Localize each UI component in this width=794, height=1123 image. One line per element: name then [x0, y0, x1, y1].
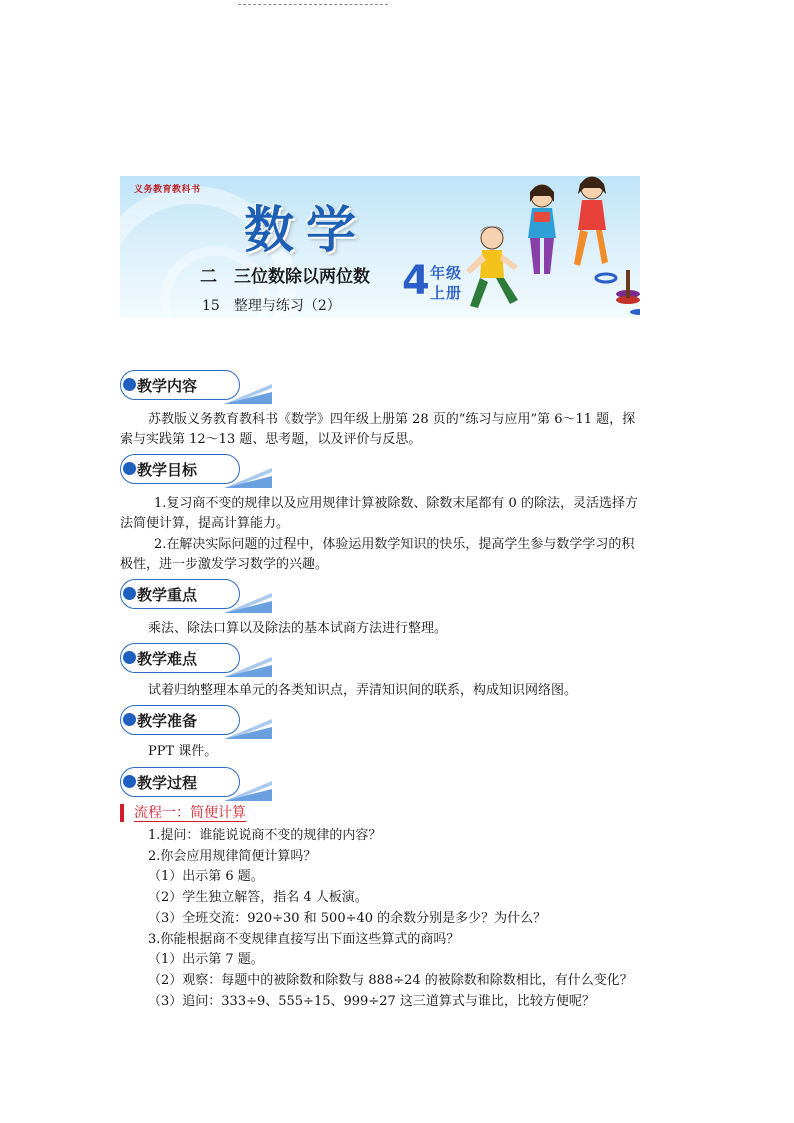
series-label: 义务教育教科书: [134, 185, 201, 195]
child-standing-figure: [528, 185, 556, 274]
process-line: 1.提问：谁能说说商不变的规律的内容？: [148, 828, 382, 843]
ring-toss-props: [596, 270, 640, 315]
section-header-key-points: [120, 579, 272, 613]
key-points-text: 乘法、除法口算以及除法的基本试商方法进行整理。: [148, 621, 448, 636]
section-header-process: [120, 767, 272, 801]
difficulties-text: 试着归纳整理本单元的各类知识点，弄清知识间的联系，构成知识网络图。: [148, 683, 578, 698]
goal-line: 2.在解决实际问题的过程中，体验运用数学知识的快乐，提高学生参与数学学习的积: [154, 537, 635, 552]
content-line: 苏教版义务教育教科书《数学》四年级上册第 28 页的“练习与应用”第 6～11 题，探: [148, 412, 636, 427]
section-header-preparation: [120, 705, 272, 739]
grade-number: 4: [402, 258, 430, 304]
grade-label: 年级: [430, 264, 463, 282]
volume-label: 上册: [430, 284, 463, 302]
section-title: 教学准备: [137, 712, 198, 730]
bullet-dot-icon: [123, 462, 136, 475]
section-title: 教学重点: [137, 586, 198, 604]
subject-title: 数学: [244, 201, 368, 259]
children-playing-illustration: [430, 176, 640, 318]
goal-line: 1.复习商不变的规律以及应用规律计算被除数、除数末尾都有 0 的除法，灵活选择方: [154, 496, 638, 511]
textbook-banner: [120, 176, 640, 318]
process-line: （1）出示第 6 题。: [148, 869, 264, 884]
process-line: （3）全班交流：920÷30 和 500÷40 的余数分别是多少？为什么？: [148, 911, 547, 926]
section-title: 教学过程: [137, 774, 198, 792]
bullet-dot-icon: [123, 713, 136, 726]
preparation-text: PPT 课件。: [148, 744, 218, 759]
bullet-dot-icon: [123, 587, 136, 600]
child-throwing-figure: [574, 177, 608, 266]
goal-line: 法简便计算，提高计算能力。: [120, 516, 290, 531]
content-line: 索与实践第 12～13 题、思考题，以及评价与反思。: [120, 432, 422, 447]
process-line: （1）出示第 7 题。: [148, 952, 264, 967]
section-header-content: [120, 370, 272, 404]
flow-step-heading: [120, 804, 246, 822]
section-title: 教学内容: [137, 377, 198, 395]
process-line: 3.你能根据商不变规律直接写出下面这些算式的商吗？: [148, 932, 460, 947]
process-line: （2）观察：每题中的被除数和除数与 888÷24 的被除数和除数相比，有什么变化？: [148, 973, 633, 988]
section-header-goals: [120, 454, 272, 488]
section-title: 教学难点: [137, 650, 198, 668]
lesson-title: 15 整理与练习（2）: [202, 298, 341, 314]
section-header-difficulties: [120, 643, 272, 677]
bullet-dot-icon: [123, 651, 136, 664]
process-line: （2）学生独立解答，指名 4 人板演。: [148, 890, 368, 905]
bullet-dot-icon: [123, 378, 136, 391]
process-line: （3）追问：333÷9、555÷15、999÷27 这三道算式与谁比，比较方便呢？: [148, 994, 595, 1009]
goal-line: 极性，进一步激发学习数学的兴趣。: [120, 557, 329, 572]
bullet-dot-icon: [123, 775, 136, 788]
section-title: 教学目标: [137, 461, 198, 479]
child-running-figure: [466, 226, 518, 308]
flow-step-title: 流程一：简便计算: [134, 805, 246, 821]
process-line: 2.你会应用规律简便计算吗？: [148, 849, 317, 864]
chapter-title: 二 三位数除以两位数: [200, 267, 370, 287]
header-dash-mark: [238, 0, 388, 5]
